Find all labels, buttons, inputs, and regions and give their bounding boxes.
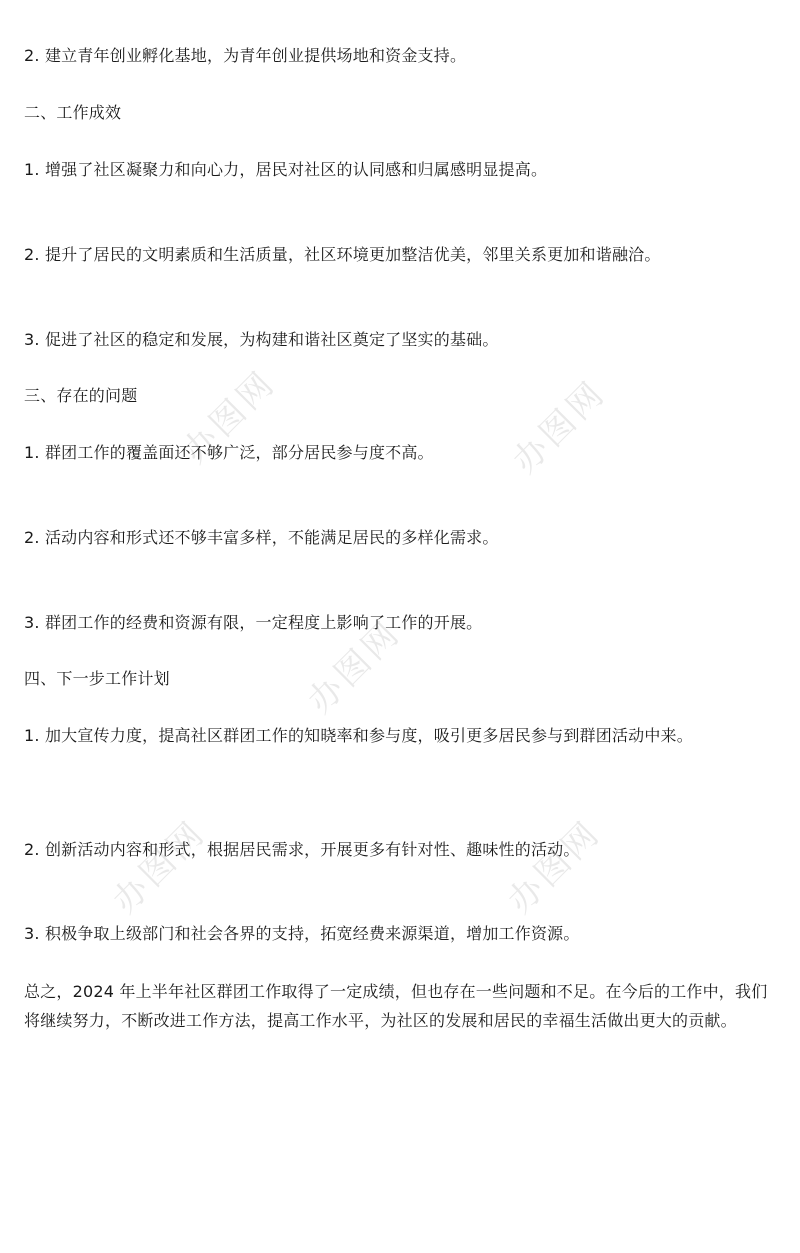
watermark: 办图网 (505, 372, 614, 482)
section-heading: 四、下一步工作计划 (24, 669, 170, 688)
list-item: 3. 促进了社区的稳定和发展，为构建和谐社区奠定了坚实的基础。 (24, 330, 499, 349)
list-item: 1. 群团工作的覆盖面还不够广泛，部分居民参与度不高。 (24, 443, 434, 462)
list-item: 2. 创新活动内容和形式，根据居民需求，开展更多有针对性、趣味性的活动。 (24, 840, 580, 859)
list-item: 2. 提升了居民的文明素质和生活质量，社区环境更加整洁优美，邻里关系更加和谐融洽。 (24, 245, 661, 264)
list-item: 2. 活动内容和形式还不够丰富多样，不能满足居民的多样化需求。 (24, 528, 499, 547)
list-item: 1. 加大宣传力度，提高社区群团工作的知晓率和参与度，吸引更多居民参与到群团活动中来。 (24, 726, 693, 745)
section-heading: 二、工作成效 (24, 103, 122, 122)
watermark: 办图网 (500, 812, 609, 922)
list-item: 3. 群团工作的经费和资源有限，一定程度上影响了工作的开展。 (24, 613, 483, 632)
watermark: 办图网 (175, 362, 284, 472)
list-item: 2. 建立青年创业孵化基地，为青年创业提供场地和资金支持。 (24, 46, 467, 65)
conclusion-paragraph: 总之，2024 年上半年社区群团工作取得了一定成绩，但也存在一些问题和不足。在今后的工作中，我们将继续努力，不断改进工作方法，提高工作水平，为社区的发展和居民的幸福生活做出更大的贡献。 (24, 982, 768, 1030)
list-item: 3. 积极争取上级部门和社会各界的支持，拓宽经费来源渠道，增加工作资源。 (24, 924, 580, 943)
section-heading: 三、存在的问题 (24, 386, 138, 405)
watermark: 办图网 (105, 812, 214, 922)
list-item: 1. 增强了社区凝聚力和向心力，居民对社区的认同感和归属感明显提高。 (24, 160, 548, 179)
watermark: 办图网 (300, 612, 409, 722)
